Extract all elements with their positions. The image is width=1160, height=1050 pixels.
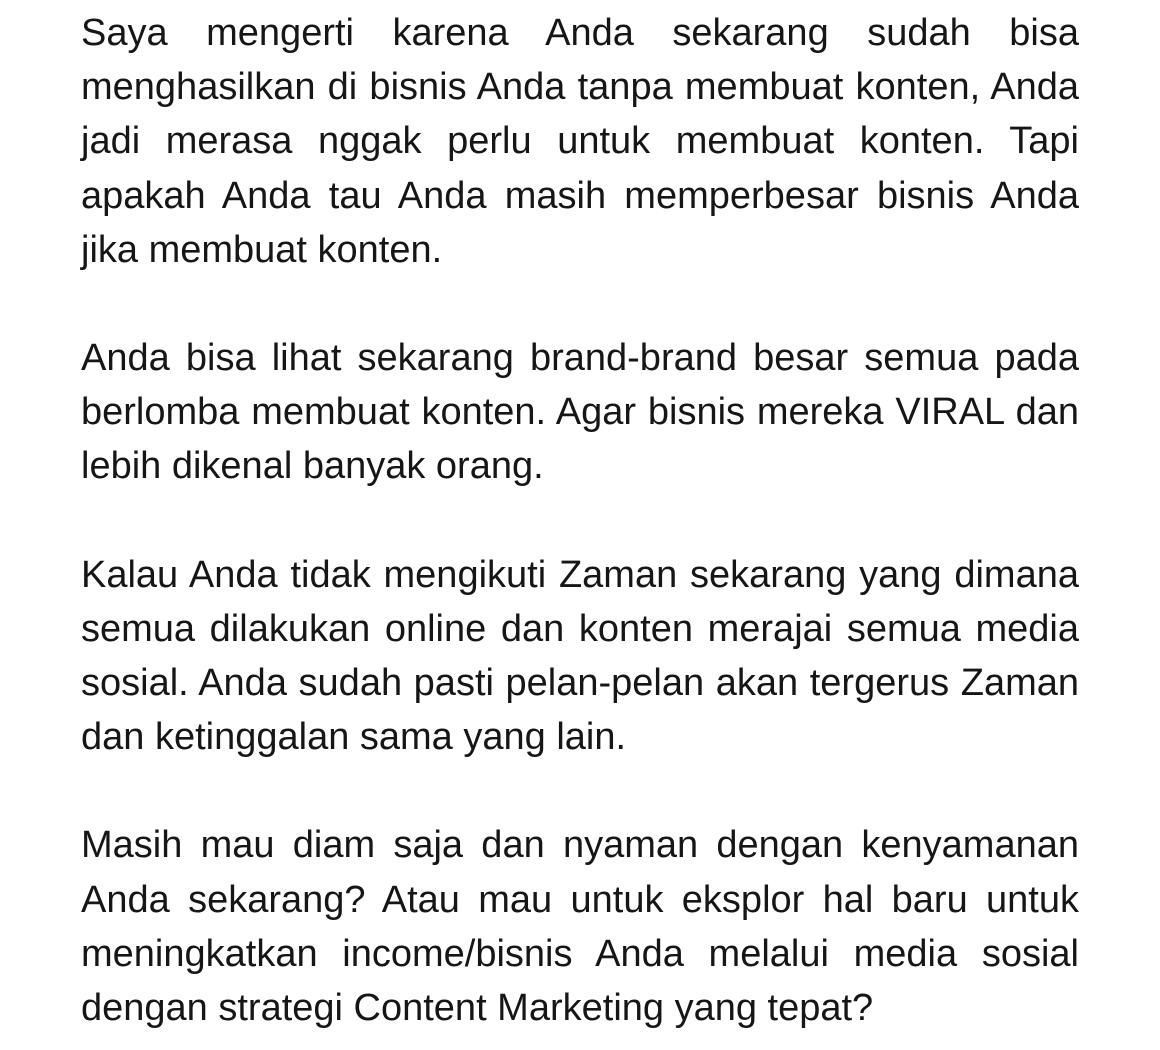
article-body xyxy=(81,6,1079,1035)
paragraph-2: Anda bisa lihat sekarang brand-brand besar semua pada berlomba membuat konten. Agar bisnis mereka VIRAL dan lebih dikenal banyak orang. xyxy=(81,337,1079,488)
paragraph-3: Kalau Anda tidak mengikuti Zaman sekarang yang dimana semua dilakukan online dan konten merajai semua media sosial. Anda sudah pasti pelan-pelan akan tergerus Zaman dan ketinggalan sama yang lain. xyxy=(81,553,1079,759)
paragraph-1: Saya mengerti karena Anda sekarang sudah bisa menghasilkan di bisnis Anda tanpa membuat konten, Anda jadi merasa nggak perlu untuk membuat konten. Tapi apakah Anda tau Anda masih memperbesar bisnis Anda jika membuat konten. xyxy=(81,12,1079,271)
paragraph-4: Masih mau diam saja dan nyaman dengan kenyamanan Anda sekarang? Atau mau untuk eksplor hal baru untuk meningkatkan income/bisnis Anda melalui media sosial dengan strategi Content Marketing yang tepat? xyxy=(81,824,1079,1030)
